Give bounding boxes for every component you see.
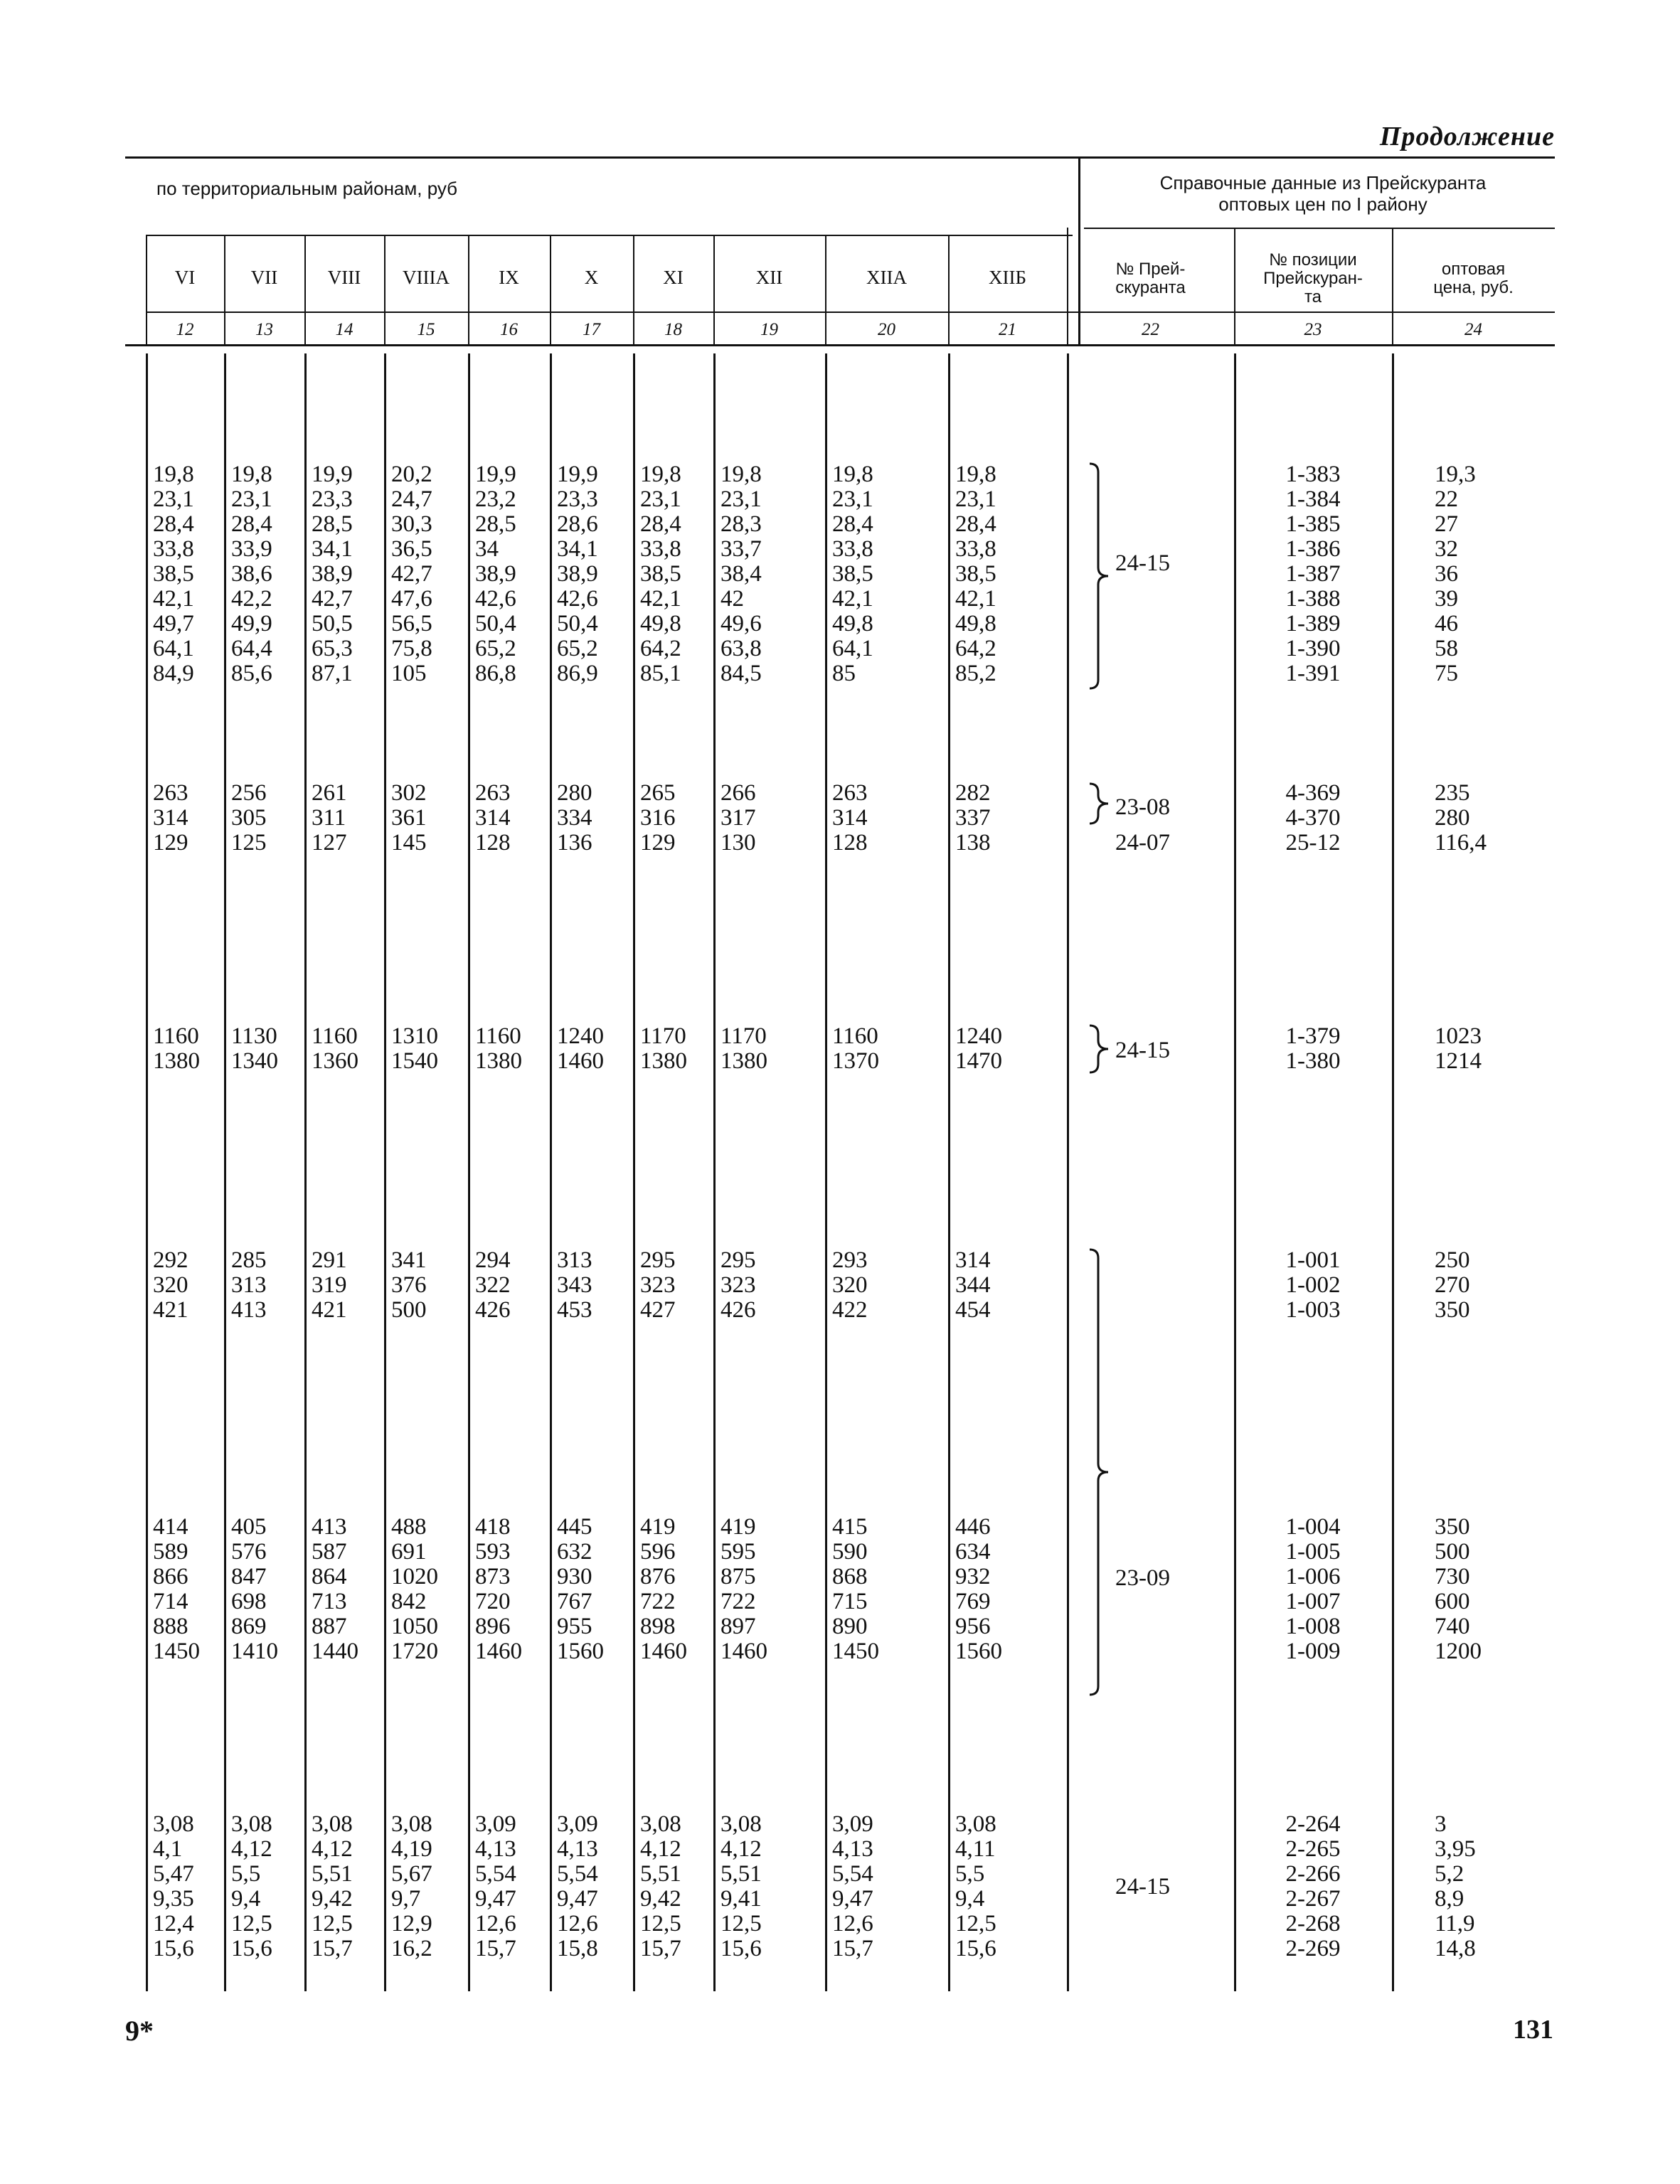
body-column-rule [825,353,827,1991]
column-number: 15 [417,320,435,339]
data-cell: 19,9 23,3 28,5 34,1 38,9 42,7 50,5 65,3 87,1 [312,462,353,686]
data-cell: 3,08 4,1 5,47 9,35 12,4 15,6 [153,1811,194,1961]
data-cell: 19,9 23,2 28,5 34 38,9 42,6 50,4 65,2 86,8 [475,462,516,686]
data-cell: 280 334 136 [557,780,592,856]
column-number: 16 [500,320,518,339]
column-header: VIIIA [403,266,450,288]
pricelist-number: 24-15 [1115,550,1170,576]
header-column-rule [550,235,551,344]
column-number: 18 [664,320,682,339]
pricelist-number: 24-15 [1115,1874,1170,1900]
data-cell: 419 596 876 722 898 1460 [640,1514,687,1664]
data-cell: 291 319 421 [312,1247,347,1323]
header-left-title: по территориальным районам, руб [156,178,458,199]
group-brace [1087,1248,1112,1696]
body-column-rule [713,353,716,1991]
header-right-line2: оптовых цен по I району [1218,193,1428,215]
data-cell: 3,09 4,13 5,54 9,47 12,6 15,8 [557,1811,598,1961]
data-cell: 19,8 23,1 28,4 33,8 38,5 42,1 49,7 64,1 84,9 [153,462,194,686]
header-column-rule [146,235,147,344]
data-cell: 19,8 23,1 28,4 33,9 38,6 42,2 49,9 64,4 85,6 [231,462,272,686]
page-number: 131 [1513,2015,1553,2045]
data-cell: 341 376 500 [391,1247,427,1323]
data-cell: 418 593 873 720 896 1460 [475,1514,522,1664]
position-cell: 1-004 1-005 1-006 1-007 1-008 1-009 [1285,1514,1341,1664]
column-number: 13 [255,320,273,339]
group-brace [1087,462,1112,690]
column-number: 19 [760,320,778,339]
data-cell: 19,8 23,1 28,4 33,8 38,5 42,1 49,8 64,2 85,1 [640,462,681,686]
data-cell: 1160 1380 [475,1023,522,1074]
column-header: VI [174,266,196,288]
header-subrule-right [1084,228,1555,229]
data-cell: 313 343 453 [557,1247,592,1323]
column-header: VIII [327,266,361,288]
data-cell: 3,08 4,12 5,51 9,41 12,5 15,6 [721,1811,762,1961]
data-cell: 302 361 145 [391,780,427,856]
body-column-rule [550,353,552,1991]
column-header: XIIA [866,266,907,288]
data-cell: 1160 1380 [153,1023,200,1074]
data-cell: 414 589 866 714 888 1450 [153,1514,200,1664]
wholesale-price-cell: 350 500 730 600 740 1200 [1435,1514,1482,1664]
column-header: X [584,266,599,288]
data-cell: 19,8 23,1 28,3 33,7 38,4 42 49,6 63,8 84,5 [721,462,762,686]
header-column-rule [304,235,306,344]
data-cell: 285 313 413 [231,1247,267,1323]
header-column-rule [633,235,634,344]
data-cell: 3,08 4,19 5,67 9,7 12,9 16,2 [391,1811,432,1961]
column-number: 12 [176,320,194,339]
data-cell: 3,08 4,11 5,5 9,4 12,5 15,6 [955,1811,996,1961]
data-cell: 20,2 24,7 30,3 36,5 42,7 47,6 56,5 75,8 105 [391,462,432,686]
body-column-rule [384,353,386,1991]
position-cell: 1-001 1-002 1-003 [1285,1247,1341,1323]
header-column-rule [713,235,715,344]
data-cell: 1240 1460 [557,1023,604,1074]
column-number: 21 [999,320,1016,339]
data-cell: 3,08 4,12 5,5 9,4 12,5 15,6 [231,1811,272,1961]
signature-mark: 9* [125,2015,154,2047]
data-cell: 488 691 1020 842 1050 1720 [391,1514,438,1664]
data-cell: 282 337 138 [955,780,991,856]
pricelist-number: 24-07 [1115,830,1170,856]
data-cell: 1160 1370 [832,1023,879,1074]
column-header: XII [755,266,783,288]
header-right-line1: Справочные данные из Прейскуранта [1159,172,1487,193]
column-header: XI [663,266,684,288]
header-column-rule [468,235,469,344]
data-cell: 3,09 4,13 5,54 9,47 12,6 15,7 [832,1811,873,1961]
data-cell: 293 320 422 [832,1247,868,1323]
wholesale-price-cell: 250 270 350 [1435,1247,1470,1323]
pricelist-number: 24-15 [1115,1038,1170,1063]
column-number: 20 [878,320,895,339]
column-header: оптовая цена, руб. [1433,260,1514,297]
header-right-rule [1392,235,1393,344]
pricelist-number: 23-08 [1115,794,1170,820]
data-cell: 266 317 130 [721,780,756,856]
data-cell: 292 320 421 [153,1247,188,1323]
position-cell: 1-379 1-380 [1285,1023,1341,1074]
group-brace [1087,782,1112,825]
continued-label: Продолжение [1379,122,1555,151]
colnum-rule [125,344,1555,346]
data-cell: 1130 1340 [231,1023,278,1074]
data-cell: 1160 1360 [312,1023,358,1074]
column-number: 17 [583,320,600,339]
data-cell: 19,8 23,1 28,4 33,8 38,5 42,1 49,8 64,2 85,2 [955,462,996,686]
wholesale-price-cell: 1023 1214 [1435,1023,1482,1074]
data-cell: 263 314 129 [153,780,188,856]
data-cell: 413 587 864 713 887 1440 [312,1514,358,1664]
column-number: 23 [1304,320,1322,339]
data-cell: 19,8 23,1 28,4 33,8 38,5 42,1 49,8 64,1 85 [832,462,873,686]
column-header: № позиции Прейскуран- та [1263,250,1363,307]
data-cell: 446 634 932 769 956 1560 [955,1514,1002,1664]
top-rule [125,156,1555,159]
body-column-rule [224,353,226,1991]
body-column-rule [1067,353,1069,1991]
header-column-rule [1067,228,1068,344]
body-column-rule [1392,353,1394,1991]
header-subrule-left [146,235,1073,236]
data-cell: 1170 1380 [721,1023,767,1074]
column-number: 14 [335,320,353,339]
group-brace [1087,1024,1112,1074]
position-cell: 1-383 1-384 1-385 1-386 1-387 1-388 1-389 1-390 1-391 [1285,462,1341,686]
data-cell: 405 576 847 698 869 1410 [231,1514,278,1664]
data-cell: 256 305 125 [231,780,267,856]
header-column-rule [224,235,225,344]
header-right-title [1095,172,1551,215]
body-column-rule [468,353,470,1991]
header-column-rule [384,235,386,344]
data-cell: 419 595 875 722 897 1460 [721,1514,767,1664]
pricelist-number: 23-09 [1115,1565,1170,1591]
wholesale-price-cell: 235 280 116,4 [1435,780,1487,856]
data-cell: 3,09 4,13 5,54 9,47 12,6 15,7 [475,1811,516,1961]
data-cell: 263 314 128 [475,780,511,856]
body-column-rule [146,353,148,1991]
data-cell: 263 314 128 [832,780,868,856]
data-cell: 294 322 426 [475,1247,511,1323]
data-cell: 314 344 454 [955,1247,991,1323]
data-cell: 295 323 426 [721,1247,756,1323]
header-column-rule [948,235,950,344]
column-header: № Прей- скуранта [1115,260,1186,297]
data-cell: 3,08 4,12 5,51 9,42 12,5 15,7 [640,1811,681,1961]
data-cell: 3,08 4,12 5,51 9,42 12,5 15,7 [312,1811,353,1961]
column-header: XIIБ [989,266,1026,288]
header-column-rule [825,235,826,344]
data-cell: 1240 1470 [955,1023,1002,1074]
column-header: IX [499,266,519,288]
column-number: 24 [1464,320,1482,339]
data-cell: 1310 1540 [391,1023,438,1074]
data-cell: 445 632 930 767 955 1560 [557,1514,604,1664]
position-cell: 4-369 4-370 25-12 [1285,780,1341,856]
data-cell: 295 323 427 [640,1247,676,1323]
data-cell: 261 311 127 [312,780,347,856]
position-cell: 2-264 2-265 2-266 2-267 2-268 2-269 [1285,1811,1341,1961]
column-number: 22 [1142,320,1159,339]
body-column-rule [633,353,635,1991]
data-cell: 19,9 23,3 28,6 34,1 38,9 42,6 50,4 65,2 86,9 [557,462,598,686]
body-column-rule [304,353,307,1991]
column-header: VII [250,266,278,288]
data-cell: 1170 1380 [640,1023,687,1074]
wholesale-price-cell: 3 3,95 5,2 8,9 11,9 14,8 [1435,1811,1476,1961]
body-column-rule [948,353,950,1991]
data-cell: 265 316 129 [640,780,676,856]
header-right-rule [1234,235,1235,344]
data-cell: 415 590 868 715 890 1450 [832,1514,879,1664]
wholesale-price-cell: 19,3 22 27 32 36 39 46 58 75 [1435,462,1476,686]
